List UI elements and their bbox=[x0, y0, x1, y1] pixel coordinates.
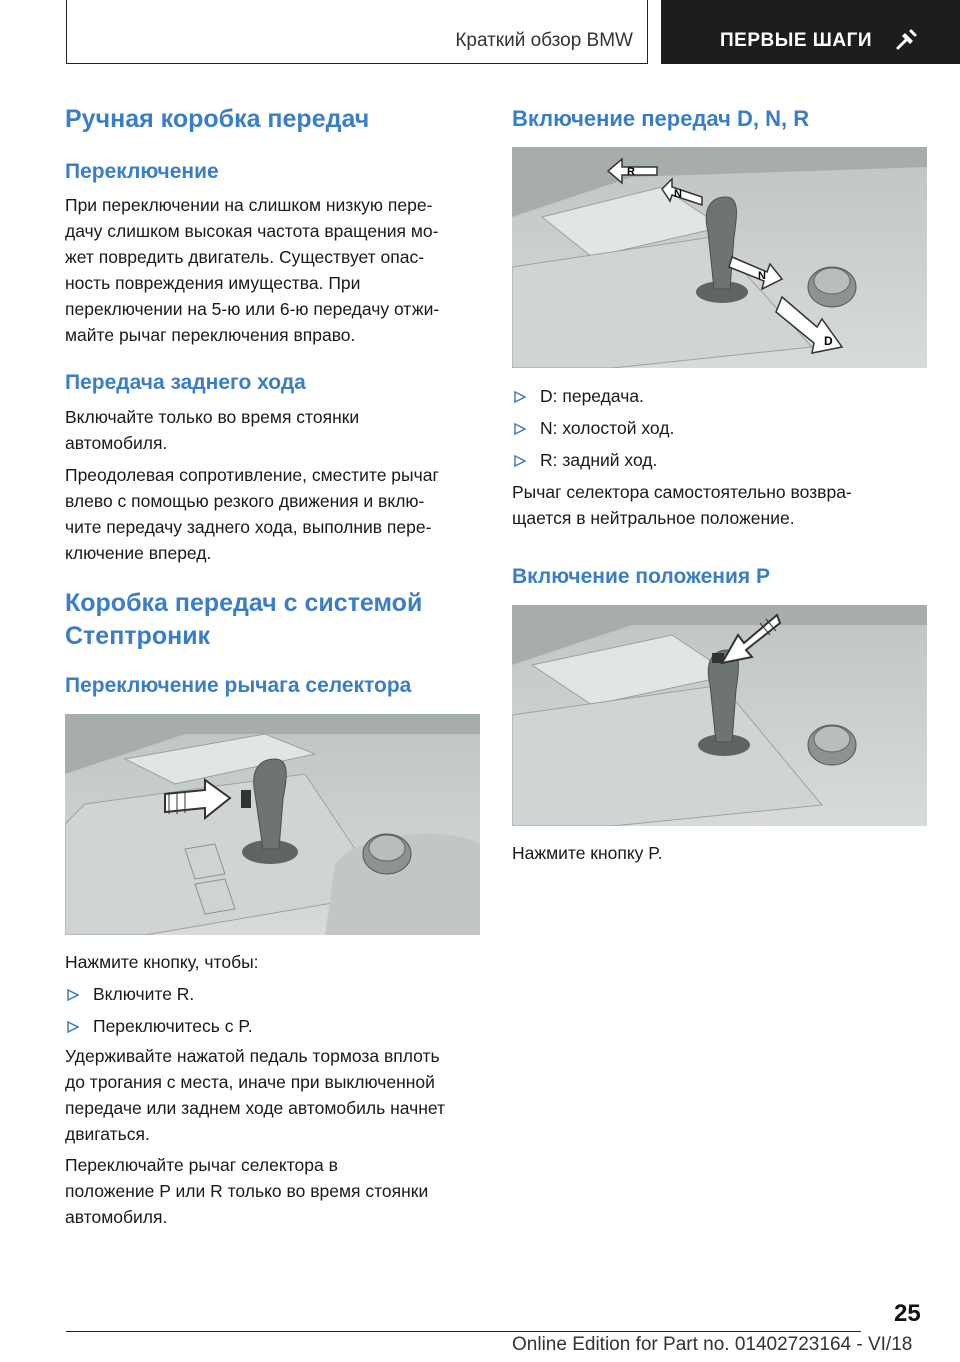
edition-note: Online Edition for Part no. 01402723164 - VI/18 bbox=[512, 1334, 913, 1355]
bullet-item bbox=[512, 447, 940, 473]
text-line: При переключении на слишком низкую пере- bbox=[65, 195, 433, 215]
text-line: двигаться. bbox=[65, 1124, 150, 1144]
text-line: Коробка передач с системой bbox=[65, 589, 423, 617]
bullet-text: N: холостой ход. bbox=[540, 418, 675, 438]
bullet-text: Включите R. bbox=[93, 984, 195, 1004]
text-line: Включайте только во время стоянки bbox=[65, 407, 360, 427]
arrow-label-r: R bbox=[627, 166, 635, 178]
text-line: влево с помощью резкого движения и вклю- bbox=[65, 491, 425, 511]
header-section-title: Краткий обзор BMW bbox=[455, 30, 633, 51]
bullet-text: Переключитесь с P. bbox=[93, 1016, 253, 1036]
header-chapter-tab bbox=[661, 0, 960, 64]
wrench-icon bbox=[894, 28, 918, 52]
paragraph-self-return bbox=[512, 479, 932, 531]
header-section-box bbox=[66, 0, 648, 64]
paragraph-shifting bbox=[65, 192, 485, 348]
paragraph-press-button: Нажмите кнопку, чтобы: bbox=[65, 952, 259, 972]
bullet-text: R: задний ход. bbox=[540, 450, 658, 470]
paragraph-hold-brake bbox=[65, 1043, 485, 1147]
paragraph-press-p: Нажмите кнопку P. bbox=[512, 843, 663, 863]
heading-reverse-gear: Передача заднего хода bbox=[65, 371, 306, 394]
park-button-photo bbox=[512, 605, 927, 826]
text-line: чите передачу заднего хода, выполнив пере- bbox=[65, 517, 432, 537]
text-line: Стептроник bbox=[65, 622, 211, 650]
bullet-item bbox=[65, 981, 493, 1007]
paragraph-reverse-1 bbox=[65, 404, 485, 456]
text-line: майте рычаг переключения вправо. bbox=[65, 325, 356, 345]
text-line: положение P или R только во время стоянки bbox=[65, 1181, 429, 1201]
header-chapter-title: ПЕРВЫЕ ШАГИ bbox=[720, 30, 873, 51]
text-line: переключении на 5-ю или 6-ю передачу отжи- bbox=[65, 299, 440, 319]
text-line: передаче или заднем ходе автомобиль начнет bbox=[65, 1098, 446, 1118]
title-manual-gearbox: Ручная коробка передач bbox=[65, 105, 370, 133]
selector-lever-photo bbox=[65, 714, 480, 935]
paragraph-reverse-2 bbox=[65, 462, 485, 566]
text-line: Удерживайте нажатой педаль тормоза вплоть bbox=[65, 1046, 440, 1066]
title-steptronic bbox=[65, 587, 422, 653]
paragraph-parking bbox=[65, 1152, 485, 1230]
text-line: ность повреждения имущества. При bbox=[65, 273, 361, 293]
text-line: жет повредить двигатель. Существует опас- bbox=[65, 247, 425, 267]
bullet-item bbox=[512, 383, 940, 409]
bullet-item bbox=[512, 415, 940, 441]
footer-divider bbox=[66, 1331, 861, 1332]
bullet-item bbox=[65, 1013, 493, 1039]
text-line: до трогания с места, иначе при выключенной bbox=[65, 1072, 435, 1092]
dnr-gears-photo bbox=[512, 147, 927, 368]
text-line: автомобиля. bbox=[65, 1207, 168, 1227]
text-line: Преодолевая сопротивление, сместите рычаг bbox=[65, 465, 439, 485]
text-line: Переключайте рычаг селектора в bbox=[65, 1155, 338, 1175]
heading-engage-p: Включение положения P bbox=[512, 565, 770, 588]
heading-engage-dnr: Включение передач D, N, R bbox=[512, 106, 810, 131]
heading-shifting: Переключение bbox=[65, 160, 219, 183]
arrow-label-n-down: N bbox=[758, 270, 766, 282]
text-line: щается в нейтральное положение. bbox=[512, 508, 795, 528]
arrow-label-d: D bbox=[824, 334, 833, 348]
bullet-text: D: передача. bbox=[540, 386, 644, 406]
page-number: 25 bbox=[894, 1300, 921, 1327]
text-line: Рычаг селектора самостоятельно возвра- bbox=[512, 482, 852, 502]
heading-selector-lever: Переключение рычага селектора bbox=[65, 674, 412, 697]
text-line: дачу слишком высокая частота вращения мо- bbox=[65, 221, 439, 241]
text-line: ключение вперед. bbox=[65, 543, 212, 563]
arrow-label-n-up: N bbox=[674, 188, 682, 200]
text-line: автомобиля. bbox=[65, 433, 168, 453]
